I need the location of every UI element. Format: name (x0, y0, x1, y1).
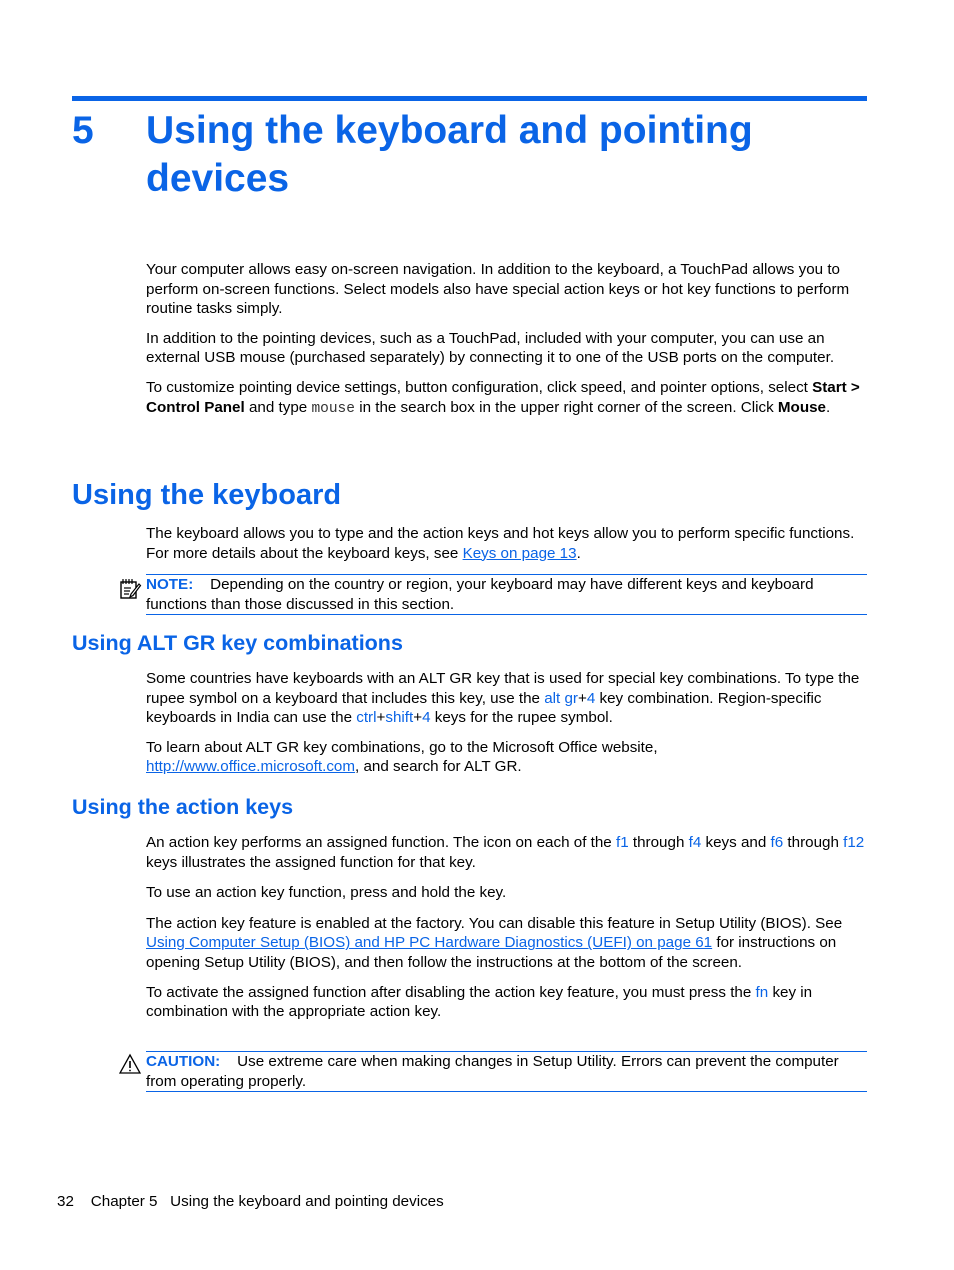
key-f6: f6 (770, 834, 784, 851)
keys-page-link[interactable]: Keys on page 13 (462, 544, 577, 562)
action-paragraph-4 (146, 983, 868, 1022)
text-run: The action key feature is enabled at the factory. You can disable this feature in Setup Utility (BIOS). See (146, 914, 843, 932)
key-shift: shift (385, 709, 414, 727)
chapter-number: 5 (72, 109, 94, 152)
page-number: 32 (57, 1193, 74, 1210)
menu-item-name: Mouse (777, 398, 827, 416)
key-alt-gr: alt gr (544, 689, 578, 707)
intro-paragraph-3 (146, 378, 868, 419)
text-run: through (783, 834, 844, 851)
text-run: key combination. Region-specific keyboards in India can use the (146, 689, 822, 727)
altgr-section (146, 669, 868, 777)
key-4: 4 (422, 709, 431, 727)
key-ctrl: ctrl (356, 709, 377, 727)
text-run: To customize pointing device settings, button configuration, click speed, and pointer options, select (146, 378, 813, 396)
note-icon (118, 577, 142, 601)
text-run: To learn about ALT GR key combinations, go to the Microsoft Office website, (146, 738, 658, 756)
plus-sign: + (577, 689, 587, 707)
office-website-link[interactable]: http://www.office.microsoft.com (146, 758, 356, 776)
text-run: , and search for ALT GR. (355, 758, 522, 776)
text-run: in the search box in the upper right corner of the screen. Click (354, 398, 778, 416)
caution-label: CAUTION: (146, 1053, 221, 1070)
text-run: An action key performs an assigned function. The icon on each of the (146, 834, 616, 851)
intro-section (146, 260, 868, 419)
plus-sign: + (376, 709, 386, 727)
page-footer (57, 1192, 444, 1212)
section-heading-keyboard: Using the keyboard (72, 479, 342, 511)
chapter-title: Using the keyboard and pointing devices (146, 109, 753, 200)
text-run: key in combination with the appropriate action key. (146, 983, 813, 1021)
note-label: NOTE: (146, 576, 194, 593)
altgr-paragraph-2 (146, 738, 868, 777)
menu-path: Start > Control Panel (146, 378, 860, 416)
text-run: keys for the rupee symbol. (430, 709, 613, 727)
footer-title: Using the keyboard and pointing devices (170, 1193, 444, 1210)
text-run: The keyboard allows you to type and the action keys and hot keys allow you to perform specific functions. For more details about the keyboard keys, see (146, 525, 855, 562)
footer-chapter: Chapter 5 (90, 1193, 158, 1210)
action-paragraph-1 (146, 833, 868, 872)
plus-sign: + (413, 709, 423, 727)
text-run: through (628, 834, 689, 851)
action-paragraph-3 (146, 914, 868, 973)
text-run: for instructions on opening Setup Utility (BIOS), and then follow the instructions at the bottom of the screen. (146, 934, 837, 971)
key-f1: f1 (615, 834, 629, 851)
altgr-paragraph-1 (146, 669, 868, 728)
note-box (146, 574, 867, 615)
keyboard-paragraph-1 (146, 524, 868, 563)
keyboard-section (146, 524, 868, 563)
key-fn: fn (755, 983, 769, 1001)
text-run: and type (244, 398, 312, 416)
key-f12: f12 (843, 834, 865, 851)
action-paragraph-2: To use an action key function, press and hold the key. (146, 884, 507, 902)
chapter-top-rule (72, 96, 867, 101)
action-keys-section (146, 833, 868, 1022)
text-run: keys and (701, 834, 771, 851)
subsection-heading-action-keys: Using the action keys (72, 795, 294, 819)
intro-paragraph-1: Your computer allows easy on-screen navigation. In addition to the keyboard, a TouchPad allows you to perform on-screen functions. Select models also have special action keys or hot key functions to perform routine tasks simply. (146, 261, 850, 318)
subsection-heading-altgr: Using ALT GR key combinations (72, 631, 403, 655)
caution-text: Use extreme care when making changes in Setup Utility. Errors can prevent the computer from operating properly. (146, 1053, 839, 1090)
text-run: keys illustrates the assigned function for that key. (146, 853, 476, 871)
text-run: Some countries have keyboards with an ALT GR key that is used for special key combinations. To type the rupee symbol on a keyboard that includes this key, use the (146, 670, 860, 707)
key-4: 4 (586, 689, 596, 707)
text-run: . (826, 398, 831, 416)
caution-icon (119, 1053, 141, 1075)
intro-paragraph-2: In addition to the pointing devices, such as a TouchPad, included with your computer, you can use an external USB mouse (purchased separately) by connecting it to one of the USB ports on the computer. (146, 329, 835, 367)
caution-box (146, 1051, 867, 1092)
key-f4: f4 (688, 834, 702, 851)
typed-text: mouse (311, 400, 355, 417)
note-text: Depending on the country or region, your keyboard may have different keys and keyboard functions than those discussed in this section. (146, 576, 814, 613)
text-run: To activate the assigned function after disabling the action key feature, you must press the (146, 983, 756, 1001)
text-run: . (576, 544, 581, 562)
setup-utility-link[interactable]: Using Computer Setup (BIOS) and HP PC Hardware Diagnostics (UEFI) on page 61 (146, 934, 713, 952)
